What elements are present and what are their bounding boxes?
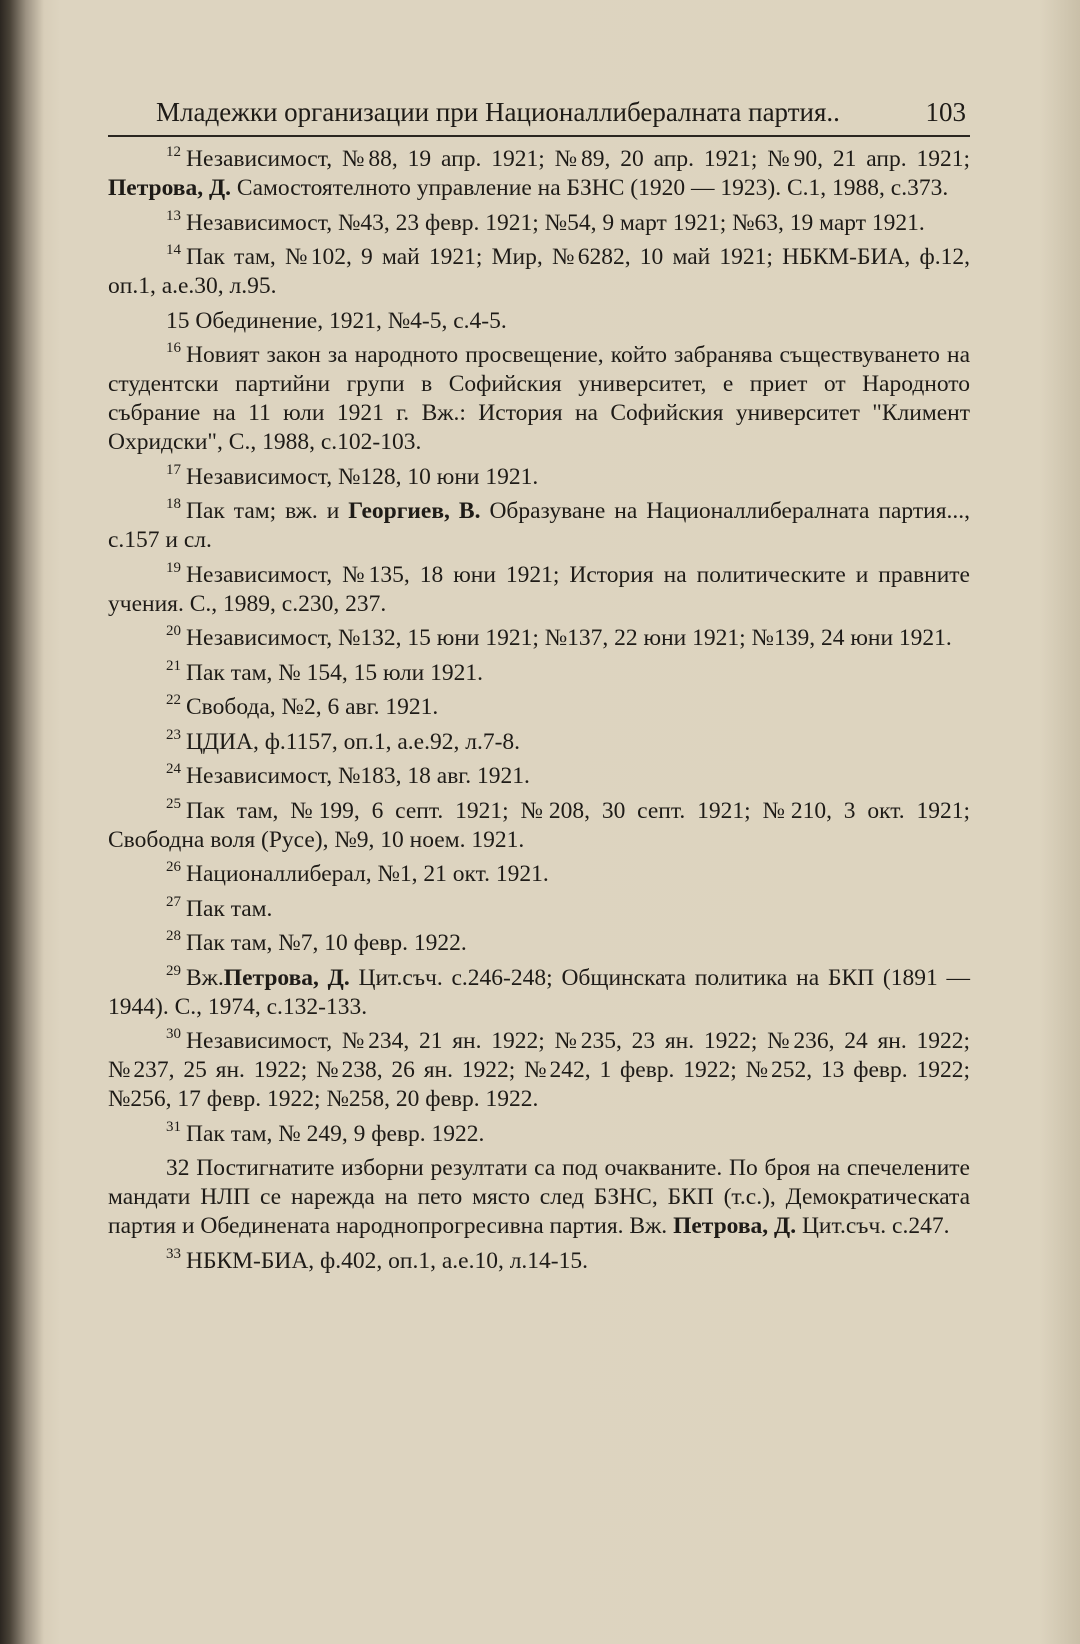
footnote-33: [108, 1247, 970, 1276]
footnote-32: [108, 1154, 970, 1241]
footnote-31: [108, 1120, 970, 1149]
footnote-text: Пак там, № 249, 9 февр. 1922.: [186, 1120, 485, 1147]
footnote-number: 32: [166, 1155, 190, 1181]
footnote-text: Пак там, №199, 6 септ. 1921; №208, 30 септ. 1921; №210, 3 окт. 1921; Свободна воля (Русе), №9, 10 ноем. 1921.: [108, 797, 970, 853]
footnote-text: Пак там, № 154, 15 юли 1921.: [186, 659, 483, 686]
footnote-number: 27: [166, 893, 181, 910]
footnote-text: Свобода, №2, 6 авг. 1921.: [186, 694, 439, 720]
footnote-text: Образуване на Националлибералната партия..., с.157 и сл.: [108, 498, 971, 553]
page-number: 103: [925, 97, 966, 127]
footnote-text: Независимост, №88, 19 апр. 1921; №89, 20 апр. 1921; №90, 21 апр. 1921;: [186, 146, 970, 172]
footnote-text: Независимост, №43, 23 февр. 1921; №54, 9 март 1921; №63, 19 март 1921.: [186, 209, 925, 236]
footnote-13: [108, 209, 970, 238]
footnote-number: 18: [166, 496, 181, 513]
footnote-text: Цит.съч. с.246-248; Общинската политика на БКП (1891 — 1944). С., 1974, с.132-133.: [108, 964, 970, 1020]
footnote-number: 31: [166, 1118, 181, 1135]
footnote-number: 33: [166, 1245, 181, 1262]
footnotes-list: [108, 145, 970, 1276]
footnote-27: [108, 895, 970, 924]
footnote-text: Вж.: [186, 964, 224, 991]
footnote-number: 17: [166, 461, 181, 478]
footnote-text: Независимост, №135, 18 юни 1921; История на политическите и правните учения. С., 1989, с.230, 237.: [108, 561, 970, 617]
footnote-29: [108, 964, 970, 1022]
author-name: Петрова, Д.: [673, 1213, 797, 1239]
footnote-number: 20: [166, 623, 181, 640]
footnote-23: [108, 728, 970, 757]
footnote-text: Пак там, №7, 10 февр. 1922.: [186, 930, 467, 956]
footnote-text: Новият закон за народното просвещение, който забранява съществуването на студентски партийни групи в Софийския университет, е приет от Народното събрание на 11 юли 1921 г. Вж.: История на Софийския университет "Климент Охридски", С., 1988, с.102-103.: [108, 342, 970, 455]
footnote-text: Независимост, №234, 21 ян. 1922; №235, 23 ян. 1922; №236, 24 ян. 1922; №237, 25 ян. 1922; №238, 26 ян. 1922; №242, 1 февр. 1922; №252, 13 февр. 1922; №256, 17 февр. 1922; №258, 20 февр. 1922.: [108, 1028, 970, 1112]
footnote-28: [108, 929, 970, 958]
footnote-number: 12: [166, 144, 181, 161]
footnote-number: 14: [166, 242, 181, 259]
footnote-text: Постигнатите изборни резултати са под очакваните. По броя на спечелените мандати НЛП се нарежда на пето място след БЗНС, БКП (т.с.), Демократическата партия и Обединената народнопрогресивна партия. Вж.: [108, 1155, 970, 1239]
footnote-number: 28: [166, 928, 181, 945]
footnote-17: [108, 463, 970, 492]
footnote-text: Пак там; вж. и: [186, 498, 349, 524]
footnote-number: 22: [166, 692, 181, 709]
footnote-text: Цит.съч. с.247.: [796, 1213, 950, 1239]
author-name: Петрова, Д.: [223, 964, 350, 991]
footnote-21: [108, 659, 970, 688]
page-content: [108, 95, 970, 1281]
footnote-number: 24: [166, 761, 181, 778]
footnote-text: НБКМ-БИА, ф.402, оп.1, а.е.10, л.14-15.: [186, 1247, 589, 1274]
footnote-26: [108, 860, 970, 889]
footnote-number: 30: [166, 1026, 181, 1043]
footnote-22: [108, 693, 970, 722]
footnote-number: 29: [166, 962, 181, 979]
footnote-number: 21: [166, 657, 181, 674]
footnote-text: Пак там, №102, 9 май 1921; Мир, №6282, 10 май 1921; НБКМ-БИА, ф.12, оп.1, а.е.30, л.95.: [108, 244, 970, 299]
footnote-text: Пак там.: [186, 895, 273, 922]
footnote-14: [108, 243, 970, 301]
footnote-text: Независимост, №183, 18 авг. 1921.: [186, 763, 530, 789]
running-title: Младежки организации при Националлибералната партия..: [156, 97, 840, 127]
footnote-text: Националлиберал, №1, 21 окт. 1921.: [186, 861, 549, 887]
footnote-number: 15: [166, 307, 190, 334]
footnote-number: 19: [166, 559, 181, 576]
footnote-30: [108, 1027, 970, 1114]
footnote-number: 13: [166, 207, 181, 224]
footnote-18: [108, 497, 970, 555]
footnote-15: [108, 307, 970, 336]
running-header: [108, 95, 970, 137]
footnote-19: [108, 561, 970, 619]
footnote-number: 23: [166, 726, 181, 743]
footnote-24: [108, 762, 970, 791]
footnote-12: [108, 145, 970, 203]
footnote-text: ЦДИА, ф.1157, оп.1, а.е.92, л.7-8.: [186, 728, 521, 755]
footnote-text: Независимост, №128, 10 юни 1921.: [186, 463, 539, 490]
footnote-text: Самостоятелното управление на БЗНС (1920 — 1923). С.1, 1988, с.373.: [231, 175, 949, 201]
author-name: Георгиев, В.: [348, 498, 481, 524]
footnote-number: 25: [166, 795, 181, 812]
footnote-text: Обединение, 1921, №4-5, с.4-5.: [195, 307, 507, 334]
author-name: Петрова, Д.: [108, 175, 232, 201]
footnote-number: 26: [166, 859, 181, 876]
footnote-text: Независимост, №132, 15 юни 1921; №137, 22 юни 1921; №139, 24 юни 1921.: [186, 625, 952, 651]
footnote-20: [108, 624, 970, 653]
footnote-number: 16: [166, 340, 181, 357]
footnote-16: [108, 341, 970, 457]
footnote-25: [108, 797, 970, 855]
